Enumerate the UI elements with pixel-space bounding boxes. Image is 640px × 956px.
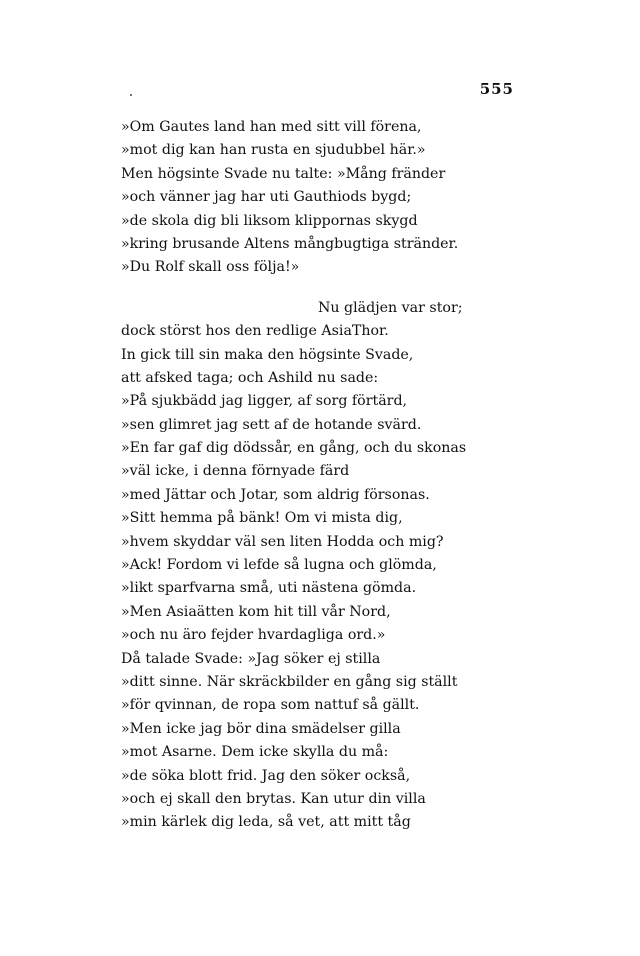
poem-line: »Du Rolf skall oss följa!» (121, 259, 300, 276)
poem-line: Då talade Svade: »Jag söker ej stilla (121, 650, 381, 667)
poem-line: Men högsinte Svade nu talte: »Mång fränder (121, 165, 446, 182)
poem-line: »mot Asarne. Dem icke skylla du må: (121, 744, 389, 761)
poem-line: »och nu äro fejder hvardagliga ord.» (121, 627, 386, 644)
poem-line: »kring brusande Altens mångbugtiga stränder. (121, 235, 459, 252)
poem-line: »och ej skall den brytas. Kan utur din villa (121, 790, 426, 807)
page-number: 555 (479, 80, 514, 98)
poem-line: dock störst hos den redlige AsiaThor. (121, 323, 389, 340)
poem-line: »de skola dig bli liksom klippornas skygd (121, 212, 418, 229)
poem-line: »för qvinnan, de ropa som nattuf så gällt. (121, 697, 420, 714)
poem-line: »sen glimret jag sett af de hotande svärd. (121, 416, 422, 433)
poem-line: »mot dig kan han rusta en sjudubbel här.» (121, 142, 426, 159)
poem-line: »väl icke, i denna förnyade färd (121, 463, 350, 480)
poem-text (121, 116, 511, 835)
poem-line: »Men Asiaätten kom hit till vår Nord, (121, 603, 391, 620)
poem-line: »Men icke jag bör dina smädelser gilla (121, 720, 401, 737)
poem-line-indented: Nu glädjen var stor; (318, 299, 463, 316)
poem-line: »En far gaf dig dödssår, en gång, och du skonas (121, 440, 467, 457)
poem-line: »Om Gautes land han med sitt vill förena, (121, 119, 422, 135)
poem-line: »min kärlek dig leda, så vet, att mitt tåg (121, 814, 411, 831)
poem-line: »och vänner jag har uti Gauthiods bygd; (121, 189, 412, 206)
stanza-gap (121, 280, 511, 297)
poem-line: »Sitt hemma på bänk! Om vi mista dig, (121, 510, 403, 527)
poem-line: »hvem skyddar väl sen liten Hodda och mig? (121, 533, 444, 550)
poem-line: »likt sparfvarna små, uti nästena gömda. (121, 580, 417, 597)
poem-line: att afsked taga; och Ashild nu sade: (121, 369, 379, 386)
poem-line: »På sjukbädd jag ligger, af sorg förtärd, (121, 393, 408, 410)
poem-line: »ditt sinne. När skräckbilder en gång sig ställt (121, 673, 458, 690)
poem-line: In gick till sin maka den högsinte Svade, (121, 346, 414, 363)
poem-line: »med Jättar och Jotar, som aldrig försonas. (121, 486, 430, 503)
poem-line: »Ack! Fordom vi lefde så lugna och glömda, (121, 557, 437, 574)
print-mark (130, 94, 132, 96)
poem-line: »de söka blott frid. Jag den söker också, (121, 767, 411, 784)
